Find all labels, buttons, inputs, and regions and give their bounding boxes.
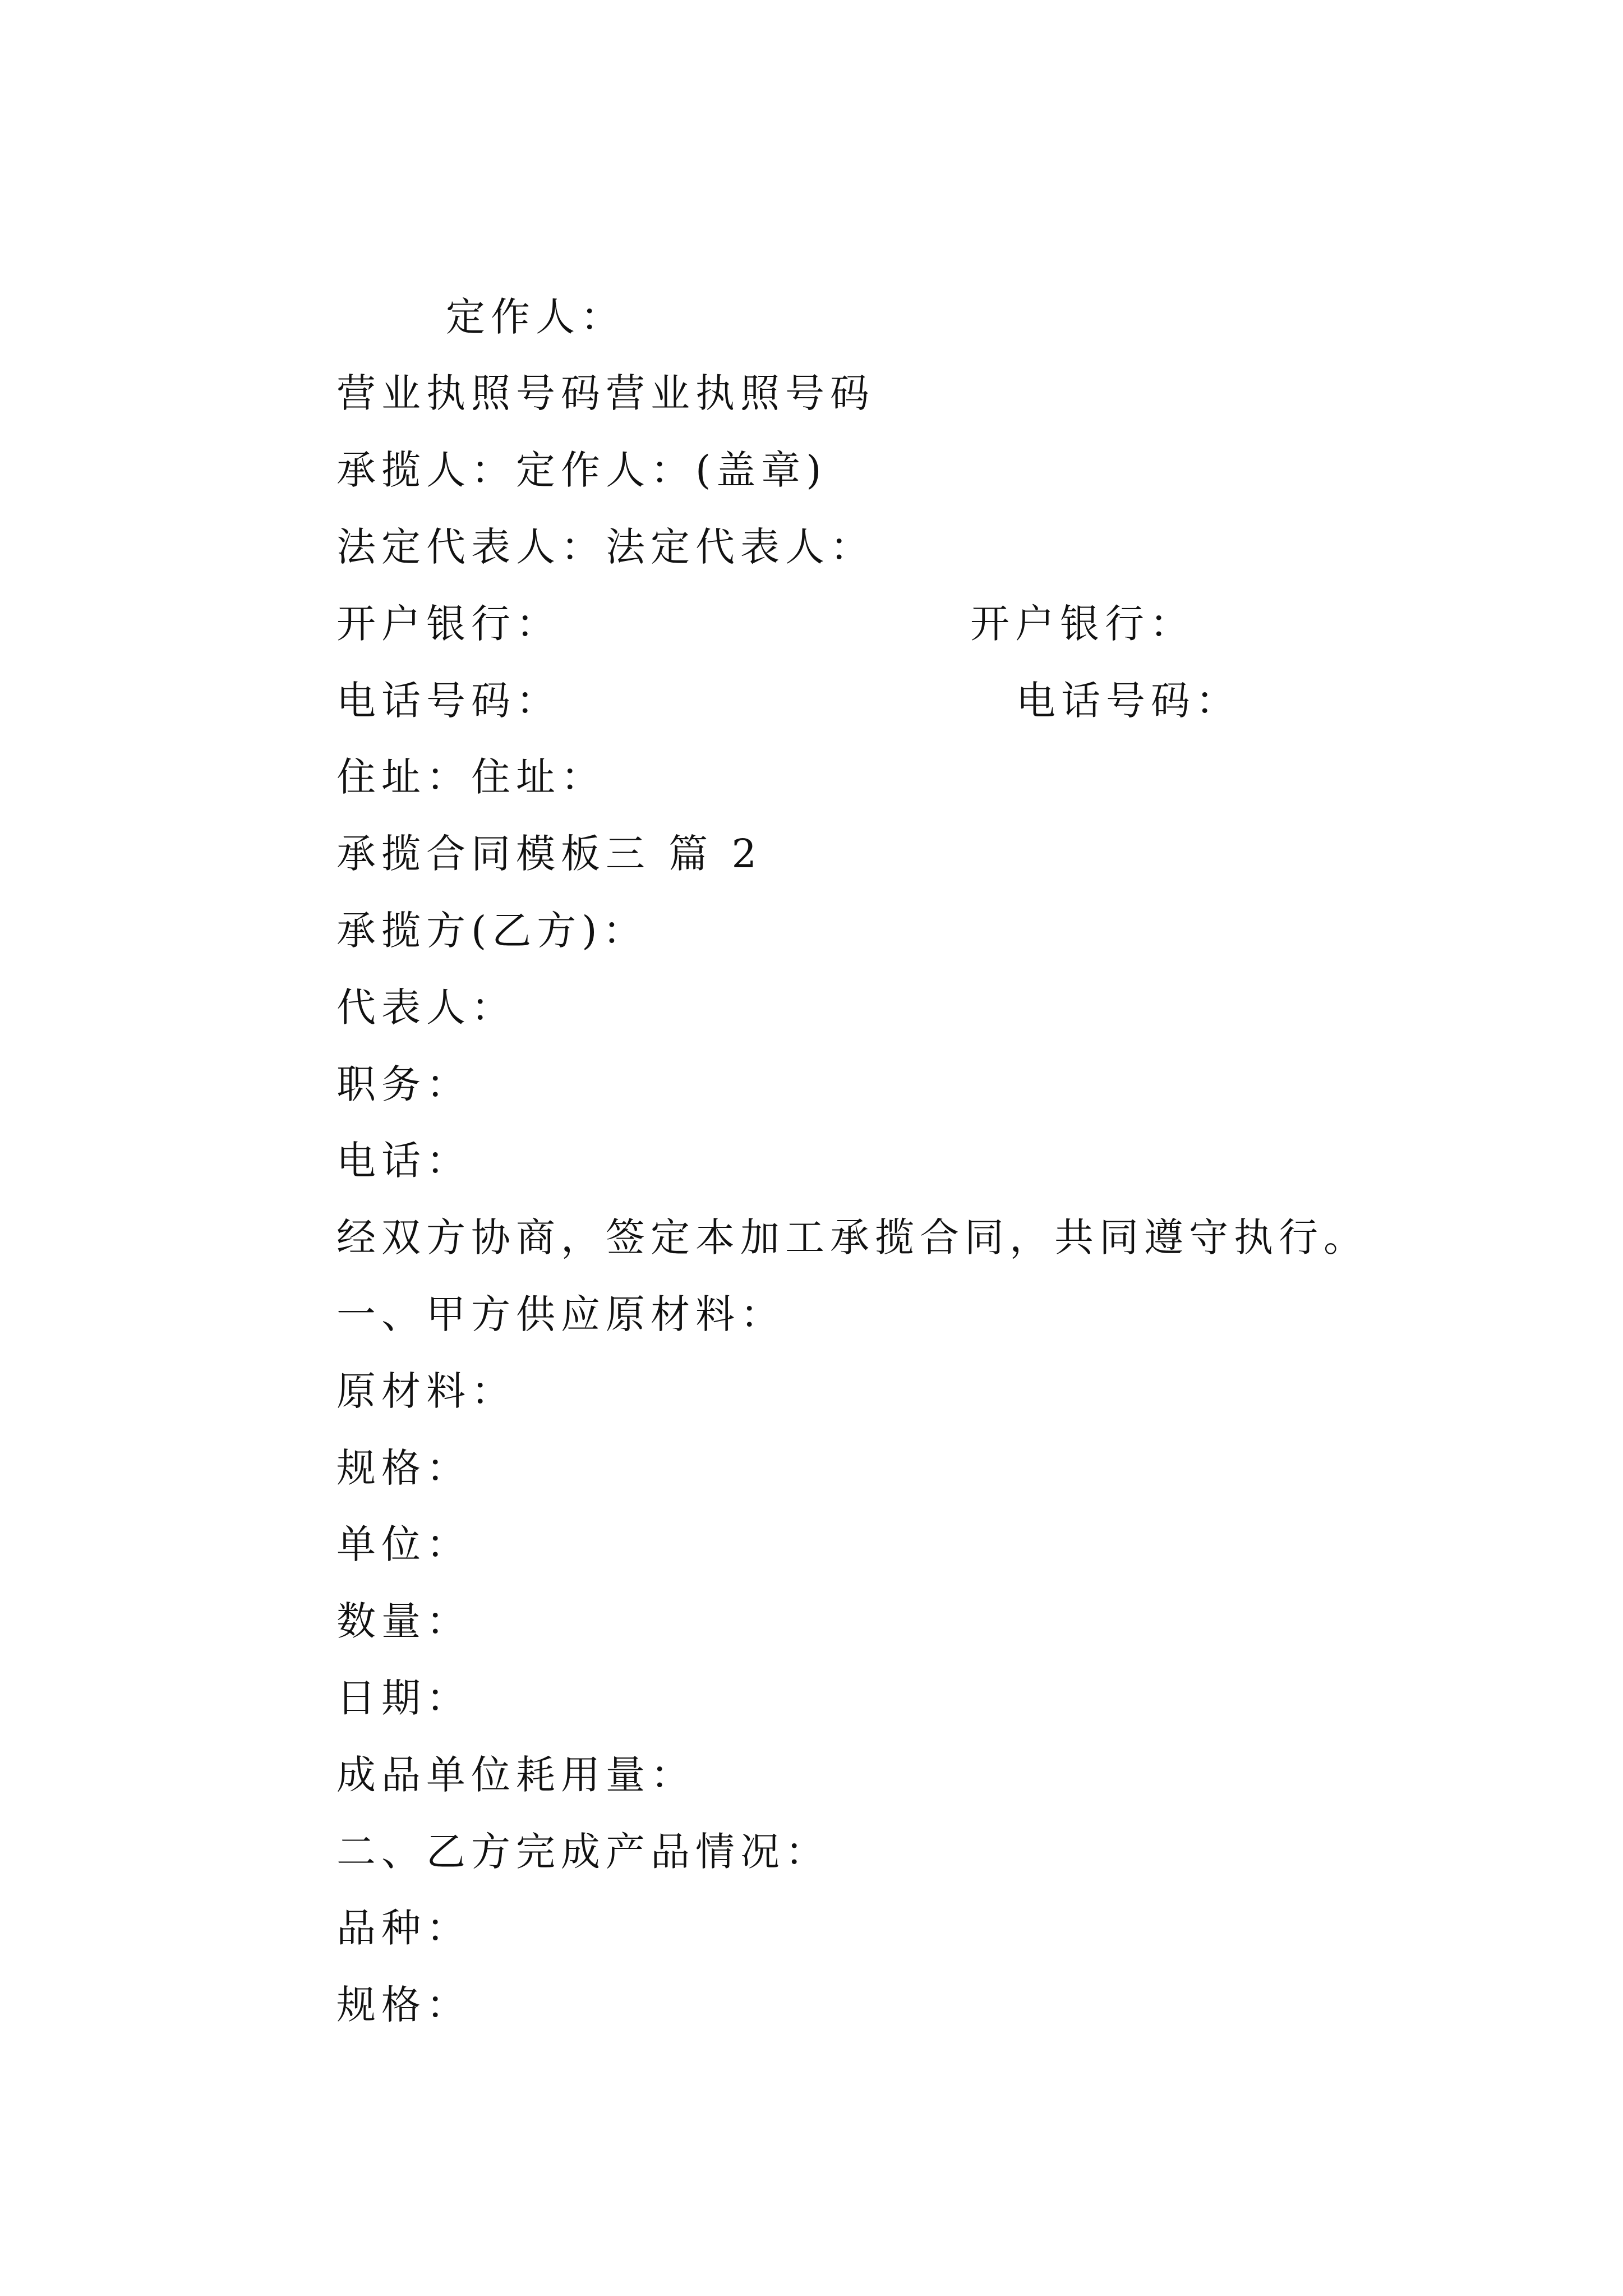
text-line-4: 法定代表人：法定代表人：: [336, 524, 875, 570]
text-line-18: 数量：: [336, 1598, 471, 1644]
text-line-9: 承揽方(乙方)：: [336, 908, 648, 954]
text-line-5: 开户银行：: [336, 601, 561, 647]
text-line-20: 成品单位耗用量：: [336, 1752, 695, 1798]
text-line-12: 电话：: [336, 1138, 471, 1184]
text-line-21: 二、乙方完成产品情况：: [336, 1829, 830, 1875]
text-line-7: 住址：住址：: [336, 754, 606, 800]
text-line-2: 营业执照号码营业执照号码: [336, 370, 875, 416]
text-line-6-right: 电话号码：: [1016, 678, 1241, 724]
text-line-11: 职务：: [336, 1061, 471, 1107]
text-line-23: 规格：: [336, 1982, 471, 2028]
text-line-13: 经双方协商，签定本加工承揽合同，共同遵守执行。: [336, 1214, 1368, 1260]
text-line-1: 定作人：: [446, 294, 625, 340]
text-line-19: 日期：: [336, 1675, 471, 1721]
text-line-10: 代表人：: [336, 984, 516, 1030]
text-line-16: 规格：: [336, 1445, 471, 1491]
text-line-3: 承揽人：定作人：(盖章): [336, 447, 827, 493]
text-line-8: 承揽合同模板三 篇 2: [336, 831, 763, 877]
text-line-22: 品种：: [336, 1905, 471, 1951]
text-line-6: 电话号码：: [336, 678, 561, 724]
text-line-15: 原材料：: [336, 1368, 516, 1414]
text-line-17: 单位：: [336, 1521, 471, 1567]
text-line-14: 一、甲方供应原材料：: [336, 1291, 785, 1337]
text-line-5-right: 开户银行：: [970, 601, 1195, 647]
